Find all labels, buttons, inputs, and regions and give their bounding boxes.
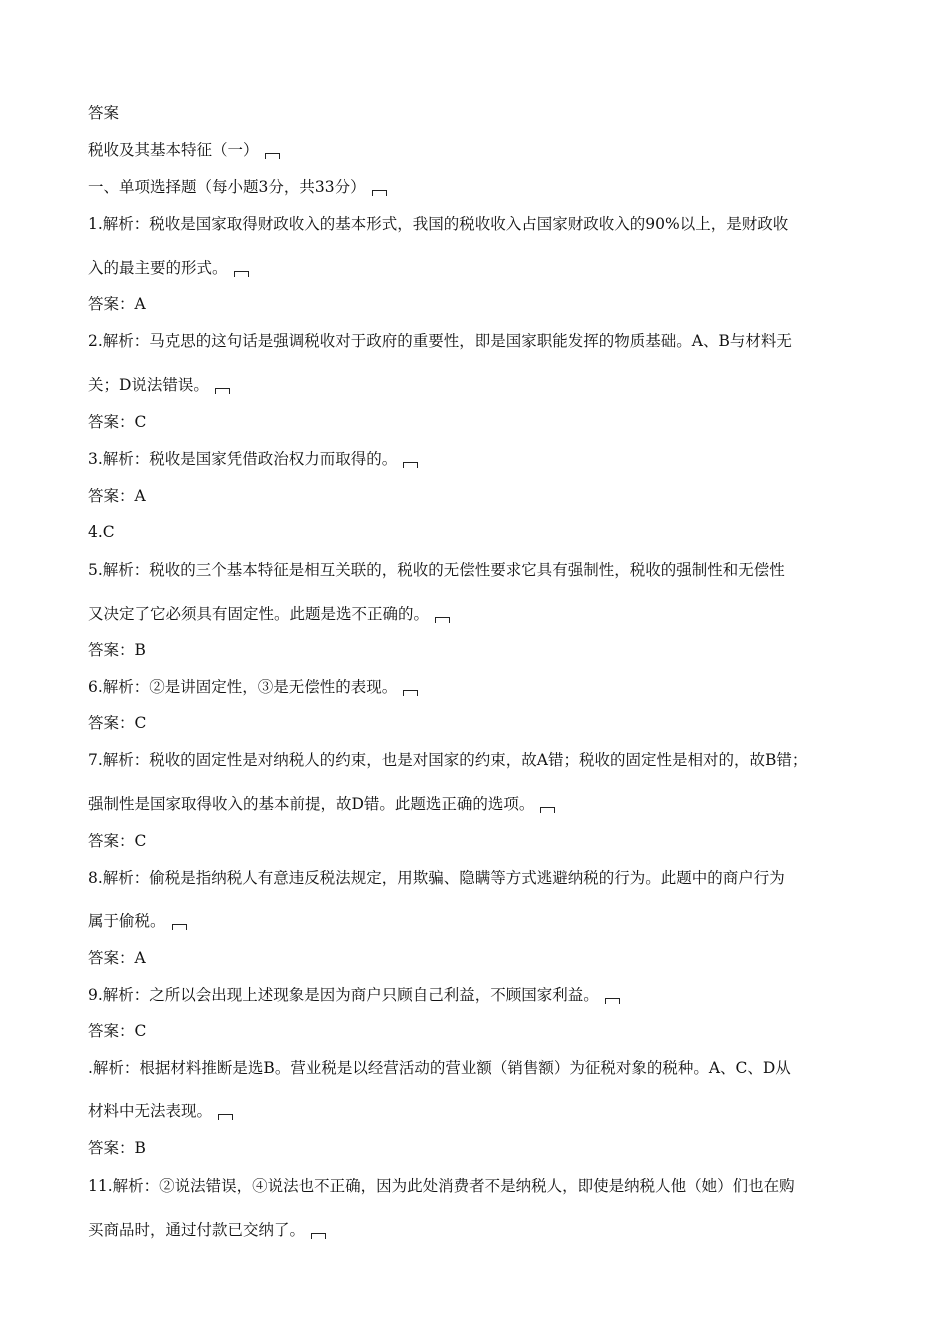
paragraph-mark-icon <box>172 924 187 930</box>
explanation-line: 8.解析：偷税是指纳税人有意违反税法规定，用欺骗、隐瞒等方式逃避纳税的行为。此题中的商户行为 <box>88 869 785 887</box>
part-title: 一、单项选择题（每小题3分，共33分） <box>88 177 868 197</box>
explanation-line: 又决定了它必须具有固定性。此题是选不正确的。 <box>88 604 868 624</box>
section-title: 税收及其基本特征（一） <box>88 140 868 160</box>
paragraph-mark-icon <box>218 1114 233 1120</box>
answer-line: 答案：C <box>88 1022 147 1040</box>
explanation-line: 材料中无法表现。 <box>88 1101 868 1121</box>
explanation-line: 3.解析：税收是国家凭借政治权力而取得的。 <box>88 449 868 469</box>
explanation-line: 1.解析：税收是国家取得财政收入的基本形式，我国的税收收入占国家财政收入的90%以上，是财政收 <box>88 215 789 233</box>
answer-line: 4.C <box>88 523 115 541</box>
explanation-line: 2.解析：马克思的这句话是强调税收对于政府的重要性，即是国家职能发挥的物质基础。A、B与材料无 <box>88 332 792 350</box>
answer-line: 答案：A <box>88 295 146 313</box>
paragraph-mark-icon <box>403 462 418 468</box>
paragraph-mark-icon <box>234 271 249 277</box>
paragraph-mark-icon <box>311 1233 326 1239</box>
answer-line: 答案：C <box>88 714 147 732</box>
explanation-line: .解析：根据材料推断是选B。营业税是以经营活动的营业额（销售额）为征税对象的税种。A、C、D从 <box>88 1059 791 1077</box>
answer-line: 答案：A <box>88 949 146 967</box>
answer-line: 答案：C <box>88 832 147 850</box>
explanation-line: 入的最主要的形式。 <box>88 258 868 278</box>
explanation-line: 7.解析：税收的固定性是对纳税人的约束，也是对国家的约束，故A错；税收的固定性是相对的，故B错； <box>88 751 808 769</box>
explanation-line: 属于偷税。 <box>88 911 868 931</box>
explanation-line: 6.解析：②是讲固定性，③是无偿性的表现。 <box>88 677 868 697</box>
explanation-line: 5.解析：税收的三个基本特征是相互关联的，税收的无偿性要求它具有强制性，税收的强制性和无偿性 <box>88 561 785 579</box>
paragraph-mark-icon <box>265 153 280 159</box>
explanation-line: 买商品时，通过付款已交纳了。 <box>88 1220 868 1240</box>
answer-line: 答案：A <box>88 487 146 505</box>
explanation-line: 9.解析：之所以会出现上述现象是因为商户只顾自己利益，不顾国家利益。 <box>88 985 868 1005</box>
answer-line: 答案：B <box>88 641 146 659</box>
explanation-line: 11.解析：②说法错误，④说法也不正确，因为此处消费者不是纳税人，即使是纳税人他（她）们也在购 <box>88 1177 795 1195</box>
paragraph-mark-icon <box>372 190 387 196</box>
document-heading: 答案 <box>88 104 120 122</box>
answer-line: 答案：B <box>88 1139 146 1157</box>
paragraph-mark-icon <box>403 690 418 696</box>
paragraph-mark-icon <box>605 998 620 1004</box>
answer-line: 答案：C <box>88 413 147 431</box>
paragraph-mark-icon <box>215 388 230 394</box>
paragraph-mark-icon <box>435 617 450 623</box>
explanation-line: 关；D说法错误。 <box>88 375 868 395</box>
paragraph-mark-icon <box>540 807 555 813</box>
explanation-line: 强制性是国家取得收入的基本前提，故D错。此题选正确的选项。 <box>88 794 868 814</box>
